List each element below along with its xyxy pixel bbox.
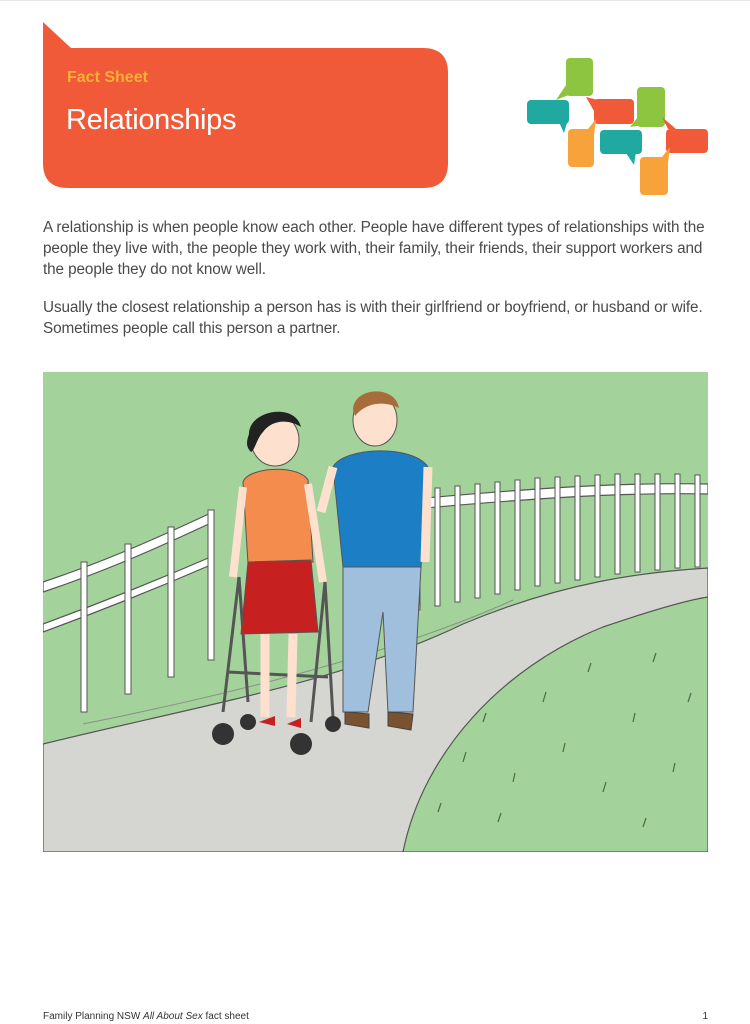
fact-sheet-label: Fact Sheet [67,69,148,86]
park-scene-icon [43,372,708,852]
intro-paragraph: A relationship is when people know each other. People have different types of relationships with the people they live with, the people they work with, their family, their friends, their support workers and the people they do not know well. [43,219,705,278]
top-rule [0,0,750,1]
footer-source [43,1011,249,1022]
couple-walking-illustration [43,372,708,852]
page-footer [43,1011,708,1022]
footer-source-prefix: Family Planning NSW [43,1011,144,1022]
page-title: Relationships [66,104,237,136]
partner-paragraph: Usually the closest relationship a person has is with their girlfriend or boyfriend, or husband or wife. Sometimes people call this person a partner. [43,299,703,337]
speech-bubbles-logo-icon [522,55,712,200]
footer-source-suffix: fact sheet [202,1011,249,1022]
page-number: 1 [702,1011,708,1022]
footer-source-title: All About Sex [143,1011,203,1022]
title-banner [43,22,448,188]
